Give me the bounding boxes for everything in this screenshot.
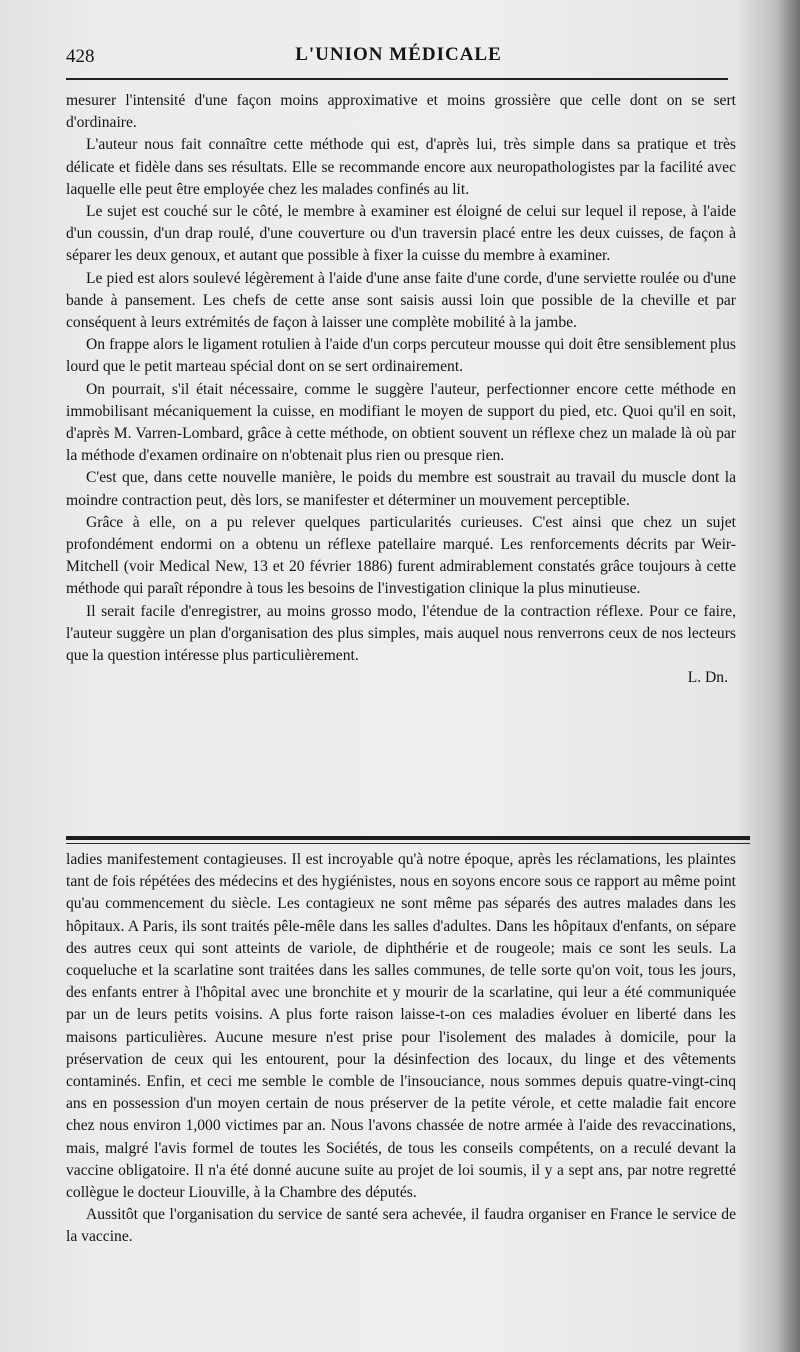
- article-paragraph: Il serait facile d'enregistrer, au moins grosso modo, l'étendue de la contraction réflexe. Pour ce faire, l'auteur suggère un plan d'organisation des plus simples, mais auquel nous renverrons ceux de nos lecteurs que la question intéresse plus particulièrement.: [66, 602, 736, 665]
- feuilleton-paragraph: ladies manifestement contagieuses. Il est incroyable qu'à notre époque, après les réclamations, les plaintes tant de fois répétées des médecins et des hygiénistes, nous en soyons encore sous ce rapport au même point qu'au commencement du siècle. Les contagieux ne sont même pas séparés des autres malades dans les hôpitaux. A Paris, ils sont traités pêle-mêle dans les salles d'adultes. Dans les hôpitaux d'enfants, on sépare des autres ceux qui sont atteints de variole, de diphthérie et de rougeole; mais ce sont les seuls. La coqueluche et la scarlatine sont traitées dans les salles communes, de telle sorte qu'on voit, tous les jours, des enfants entrer à l'hôpital avec une bronchite et y mourir de la scarlatine, qui leur a été communiquée par un de leurs petits voisins. A plus forte raison laisse-t-on ces maladies évoluer en liberté dans les maisons particulières. Aucune mesure n'est prise pour l'isolement des malades à domicile, pour la préservation de ceux qui les entourent, pour la désinfection des locaux, du linge et des vêtements contaminés. Enfin, et ceci me semble le comble de l'insouciance, nous sommes depuis quatre-vingt-cinq ans en possession d'un moyen certain de nous préserver de la petite vérole, et cette maladie fait encore chez nous environ 1,000 victimes par an. Nous l'avons chassée de notre armée à l'aide des revaccinations, mais, malgré l'avis formel de toutes les Sociétés, de tous les conseils compétents, on a reculé devant la vaccine obligatoire. Il n'a été donné aucune suite au projet de loi soumis, il y a sept ans, par notre regretté collègue le docteur Liouville, à la Chambre des députés.: [66, 851, 736, 1202]
- article-body: [66, 90, 736, 689]
- page-number: 428: [66, 46, 95, 67]
- header-rule: [66, 78, 728, 80]
- divider-thick-rule: [66, 836, 750, 840]
- author-signature: L. Dn.: [687, 669, 728, 687]
- page-header: [66, 40, 731, 70]
- section-divider: [66, 836, 750, 844]
- feuilleton-continuation: [66, 849, 736, 1249]
- article-paragraph: C'est que, dans cette nouvelle manière, le poids du membre est soustrait au travail du muscle dont la moindre contraction peut, dès lors, se manifester et déterminer un mouvement perceptible.: [66, 469, 736, 509]
- article-paragraph: Grâce à elle, on a pu relever quelques particularités curieuses. C'est ainsi que chez un sujet profondément endormi on a obtenu un réflexe patellaire marqué. Les renforcements décrits par Weir-Mitchell (voir Medical New, 13 et 20 février 1886) furent admirablement constatés grâce toujours à cette méthode qui paraît répondre à tous les besoins de l'investigation clinique la plus minutieuse.: [66, 513, 736, 598]
- article-paragraph: On pourrait, s'il était nécessaire, comme le suggère l'auteur, perfectionner encore cette méthode en immobilisant mécaniquement la cuisse, en modifiant le moyen de support du pied, etc. Quoi qu'il en soit, d'après M. Varren-Lombard, grâce à cette méthode, on obtient souvent un réflexe chez un malade là où par la méthode d'examen ordinaire on n'obtenait plus rien ou presque rien.: [66, 380, 736, 465]
- running-title: L'UNION MÉDICALE: [295, 44, 502, 65]
- article-paragraph: L'auteur nous fait connaître cette méthode qui est, d'après lui, très simple dans sa pratique et très délicate et fidèle dans ses résultats. Elle se recommande encore aux neuropathologistes par la facilité avec laquelle elle peut être employée chez les malades confinés au lit.: [66, 136, 736, 198]
- divider-thin-rule: [66, 843, 750, 844]
- article-paragraph: Le sujet est couché sur le côté, le membre à examiner est éloigné de celui sur lequel il repose, à l'aide d'un coussin, d'un drap roulé, d'une couverture ou d'un traversin placé entre les deux cuisses, de façon à séparer les deux genoux, et autant que possible à fixer la cuisse du membre à examiner.: [66, 203, 736, 265]
- article-paragraph: Le pied est alors soulevé légèrement à l'aide d'une anse faite d'une corde, d'une serviette roulée ou d'une bande à pansement. Les chefs de cette anse sont saisis aussi loin que possible de la cheville et par conséquent à leurs extrémités de façon à laisser une complète mobilité à la jambe.: [66, 269, 736, 332]
- feuilleton-paragraph: Aussitôt que l'organisation du service de santé sera achevée, il faudra organiser en France le service de la vaccine.: [66, 1206, 736, 1246]
- article-paragraph: mesurer l'intensité d'une façon moins approximative et moins grossière que celle dont on se sert d'ordinaire.: [66, 92, 736, 132]
- article-paragraph: On frappe alors le ligament rotulien à l'aide d'un corps percuteur mousse qui doit être sensiblement plus lourd que le petit marteau spécial dont on se sert ordinairement.: [66, 336, 736, 376]
